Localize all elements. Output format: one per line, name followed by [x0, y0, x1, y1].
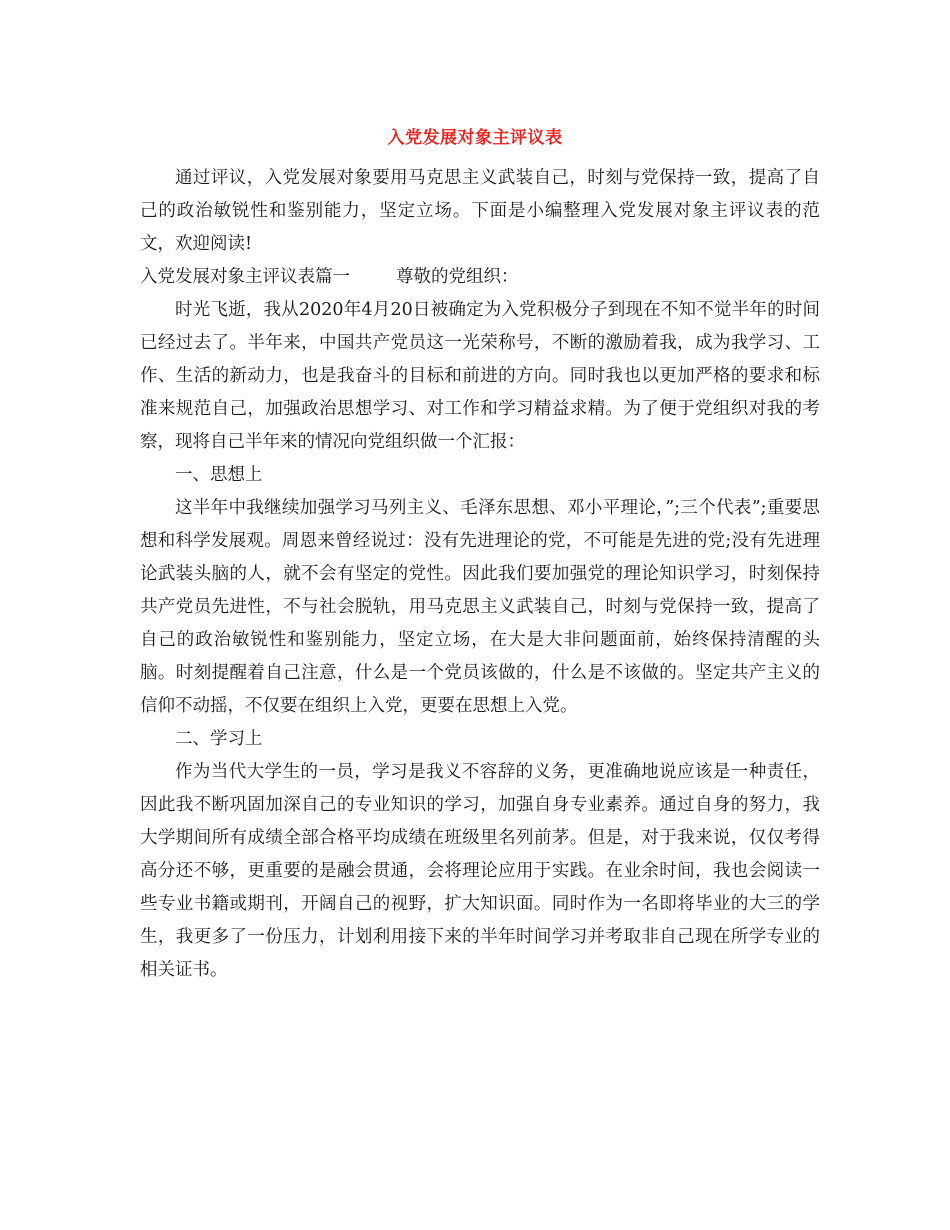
paragraph-2: 这半年中我继续加强学习马列主义、毛泽东思想、邓小平理论，”;三个代表”;重要思想和科学发展观。周恩来曾经说过：没有先进理论的党，不可能是先进的党;没有先进理论武装头脑的人，就不会有坚定的党性。因此我们要加强党的理论知识学习，时刻保持共产党员先进性，不与社会脱轨，用马克思主义武装自己，时刻与党保持一致，提高了自己的政治敏锐性和鉴别能力，坚定立场，在大是大非问题面前，始终保持清醒的头脑。时刻提醒着自己注意，什么是一个党员该做的，什么是不该做的。坚定共产主义的信仰不动摇，不仅要在组织上入党，更要在思想上入党。: [140, 498, 820, 716]
salutation: 尊敬的党组织：: [396, 267, 519, 287]
section-title: 入党发展对象主评议表篇一: [140, 267, 350, 287]
document-body: [140, 162, 820, 987]
paragraph-1: 时光飞逝，我从2020年4月20日被确定为入党积极分子到现在不知不觉半年的时间已经过去了。半年来，中国共产党员这一光荣称号，不断的激励着我，成为我学习、工作、生活的新动力，也是我奋斗的目标和前进的方向。同时我也以更加严格的要求和标准来规范自己，加强政治思想学习、对工作和学习精益求精。为了便于党组织对我的考察，现将自己半年来的情况向党组织做一个汇报：: [140, 300, 820, 452]
heading-study: 二、学习上: [175, 729, 263, 749]
intro-paragraph: 通过评议，入党发展对象要用马克思主义武装自己，时刻与党保持一致，提高了自己的政治敏锐性和鉴别能力，坚定立场。下面是小编整理入党发展对象主评议表的范文，欢迎阅读!: [140, 168, 820, 254]
section-heading-line: [140, 261, 820, 294]
paragraph-3: 作为当代大学生的一员，学习是我义不容辞的义务，更准确地说应该是一种责任，因此我不断巩固加深自己的专业知识的学习，加强自身专业素养。通过自身的努力，我大学期间所有成绩全部合格平均成绩在班级里名列前茅。但是，对于我来说，仅仅考得高分还不够，更重要的是融会贯通，会将理论应用于实践。在业余时间，我也会阅读一些专业书籍或期刊，开阔自己的视野，扩大知识面。同时作为一名即将毕业的大三的学生，我更多了一份压力，计划利用接下来的半年时间学习并考取非自己现在所学专业的相关证书。: [140, 762, 820, 980]
heading-ideology: 一、思想上: [175, 465, 263, 485]
document-title: 入党发展对象主评议表: [387, 128, 563, 148]
